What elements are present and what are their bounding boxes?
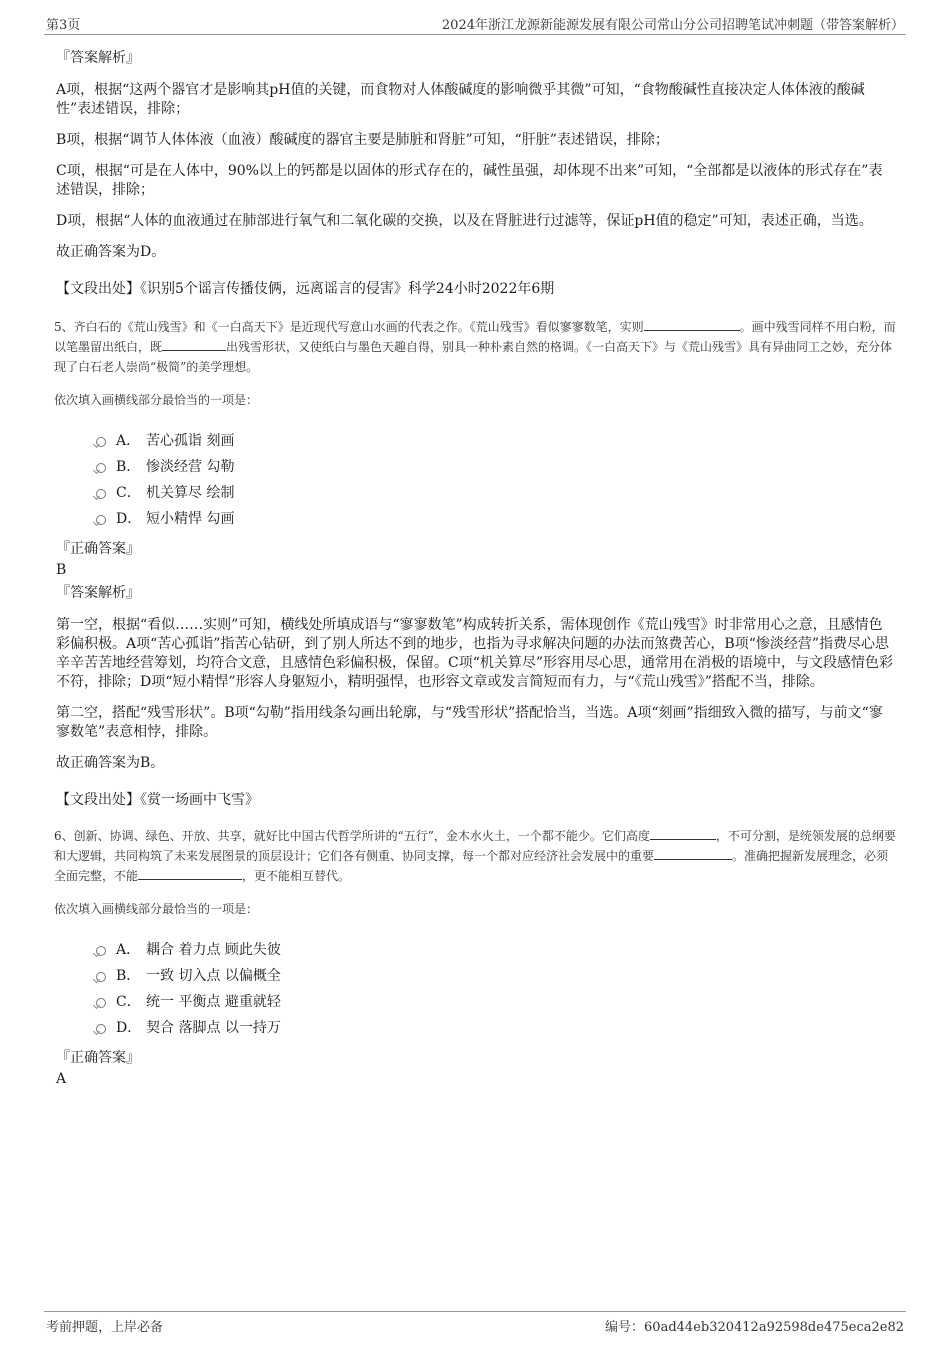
answer-label: 『正确答案』 (56, 1050, 140, 1066)
answer-value: B (56, 562, 67, 578)
question-5-stem: 5、齐白石的《荒山残雪》和《一白高天下》是近现代写意山水画的代表之作。《荒山残雪》看似寥寥数笔，实则 。画中残雪同样不用白粉，而以笔墨留出纸白，既 出残雪形状，又使纸白与墨色天趣自得，别具一种朴素自然的格调。《一白高天下》与《荒山残雪》具有异曲同工之妙，充分体现了白石老人崇尚“极简”的美学理想。 (54, 320, 896, 374)
blank-1 (650, 827, 716, 840)
answer-label: 『正确答案』 (56, 541, 140, 557)
blank-1 (644, 318, 740, 331)
analysis-option-d: D项，根据“人体的血液通过在肺部进行氧气和二氧化碳的交换，以及在肾脏进行过滤等，保证pH值的稳定”可知，表述正确，当选。 (56, 213, 873, 229)
conclusion: 故正确答案为B。 (56, 755, 165, 771)
option-c[interactable]: C． 统一 平衡点 避重就轻 (96, 989, 896, 1015)
analysis-label: 『答案解析』 (56, 50, 140, 66)
answer-value: A (56, 1071, 67, 1087)
option-d[interactable]: D． 短小精悍 勾画 (96, 506, 896, 532)
radio-icon[interactable] (96, 946, 106, 956)
question-6-stem: 6、创新、协调、绿色、开放、共享，就好比中国古代哲学所讲的“五行”，金木水火土，一个都不能少。它们高度 ，不可分割，是统领发展的总纲要和大逻辑，共同构筑了未来发展图景的顶层设计；它们各有侧重、协同支撑，每一个都对应经济社会发展中的重要 。准确把握新发展理念，必须全面完整，不能 ，更不能相互替代。 (54, 829, 896, 883)
option-c[interactable]: C． 机关算尽 绘制 (96, 480, 896, 506)
source-note: 【文段出处】《赏一场画中飞雪》 (56, 792, 259, 808)
option-b[interactable]: B． 惨淡经营 勾勒 (96, 454, 896, 480)
page-footer (44, 1311, 906, 1336)
option-a[interactable]: A． 耦合 着力点 顾此失彼 (96, 937, 896, 963)
analysis-blank-2: 第二空，搭配“残雪形状”。B项“勾勒”指用线条勾画出轮廓，与“残雪形状”搭配恰当，当选。A项“刻画”指细致入微的描写，与前文“寥寥数笔”表意相悖，排除。 (56, 705, 883, 740)
source-note: 【文段出处】《识别5个谣言传播伎俩，远离谣言的侵害》科学24小时2022年6期 (56, 281, 555, 297)
footer-slogan: 考前押题，上岸必备 (46, 1320, 164, 1335)
option-b[interactable]: B． 一致 切入点 以偏概全 (96, 963, 896, 989)
radio-icon[interactable] (96, 463, 106, 473)
analysis-option-a: A项，根据“这两个器官才是影响其pH值的关键，而食物对人体酸碱度的影响微乎其微”可知，“食物酸碱性直接决定人体体液的酸碱性”表述错误，排除； (56, 82, 865, 117)
radio-icon[interactable] (96, 998, 106, 1008)
conclusion: 故正确答案为D。 (56, 244, 166, 260)
page-number: 第3页 (46, 18, 81, 33)
radio-icon[interactable] (96, 1024, 106, 1034)
analysis-blank-1: 第一空，根据“看似……实则”可知，横线处所填成语与“寥寥数笔”构成转折关系，需体现创作《荒山残雪》时非常用心之意，且感情色彩偏积极。A项“苦心孤诣”指苦心钻研，到了别人所达不到的地步，也指为寻求解决问题的办法而煞费苦心，B项“惨淡经营”指费尽心思辛辛苦苦地经营筹划，均符合文意，且感情色彩偏积极，保留。C项“机关算尽”形容用尽心思，通常用在消极的语境中，与文段感情色彩不符，排除；D项“短小精悍”形容人身躯短小，精明强悍，也形容文章或发言简短而有力，与“《荒山残雪》”搭配不当，排除。 (56, 617, 894, 690)
blank-2 (162, 338, 226, 351)
option-a[interactable]: A． 苦心孤诣 刻画 (96, 428, 896, 454)
radio-icon[interactable] (96, 489, 106, 499)
option-d[interactable]: D． 契合 落脚点 以一持万 (96, 1015, 896, 1041)
question-5-hint: 依次填入画横线部分最恰当的一项是： (54, 393, 259, 407)
radio-icon[interactable] (96, 972, 106, 982)
blank-2 (654, 847, 732, 860)
radio-icon[interactable] (96, 437, 106, 447)
analysis-label: 『答案解析』 (56, 585, 140, 601)
page-content (56, 45, 896, 1089)
blank-3 (138, 867, 242, 880)
page-header (44, 12, 906, 35)
radio-icon[interactable] (96, 515, 106, 525)
document-title: 2024年浙江龙源新能源发展有限公司常山分公司招聘笔试冲刺题（带答案解析） (441, 18, 904, 33)
analysis-option-c: C项，根据“可是在人体中，90%以上的钙都是以固体的形式存在的，碱性虽强，却体现不出来”可知，“全部都是以液体的形式存在”表述错误，排除； (56, 163, 883, 198)
analysis-option-b: B项，根据“调节人体体液（血液）酸碱度的器官主要是肺脏和肾脏”可知，“肝脏”表述错误，排除； (56, 132, 669, 148)
question-5-options (96, 428, 896, 532)
document-serial: 编号：60ad44eb320412a92598de475eca2e82 (605, 1320, 904, 1335)
question-6-hint: 依次填入画横线部分最恰当的一项是： (54, 902, 259, 916)
question-6-options (96, 937, 896, 1041)
